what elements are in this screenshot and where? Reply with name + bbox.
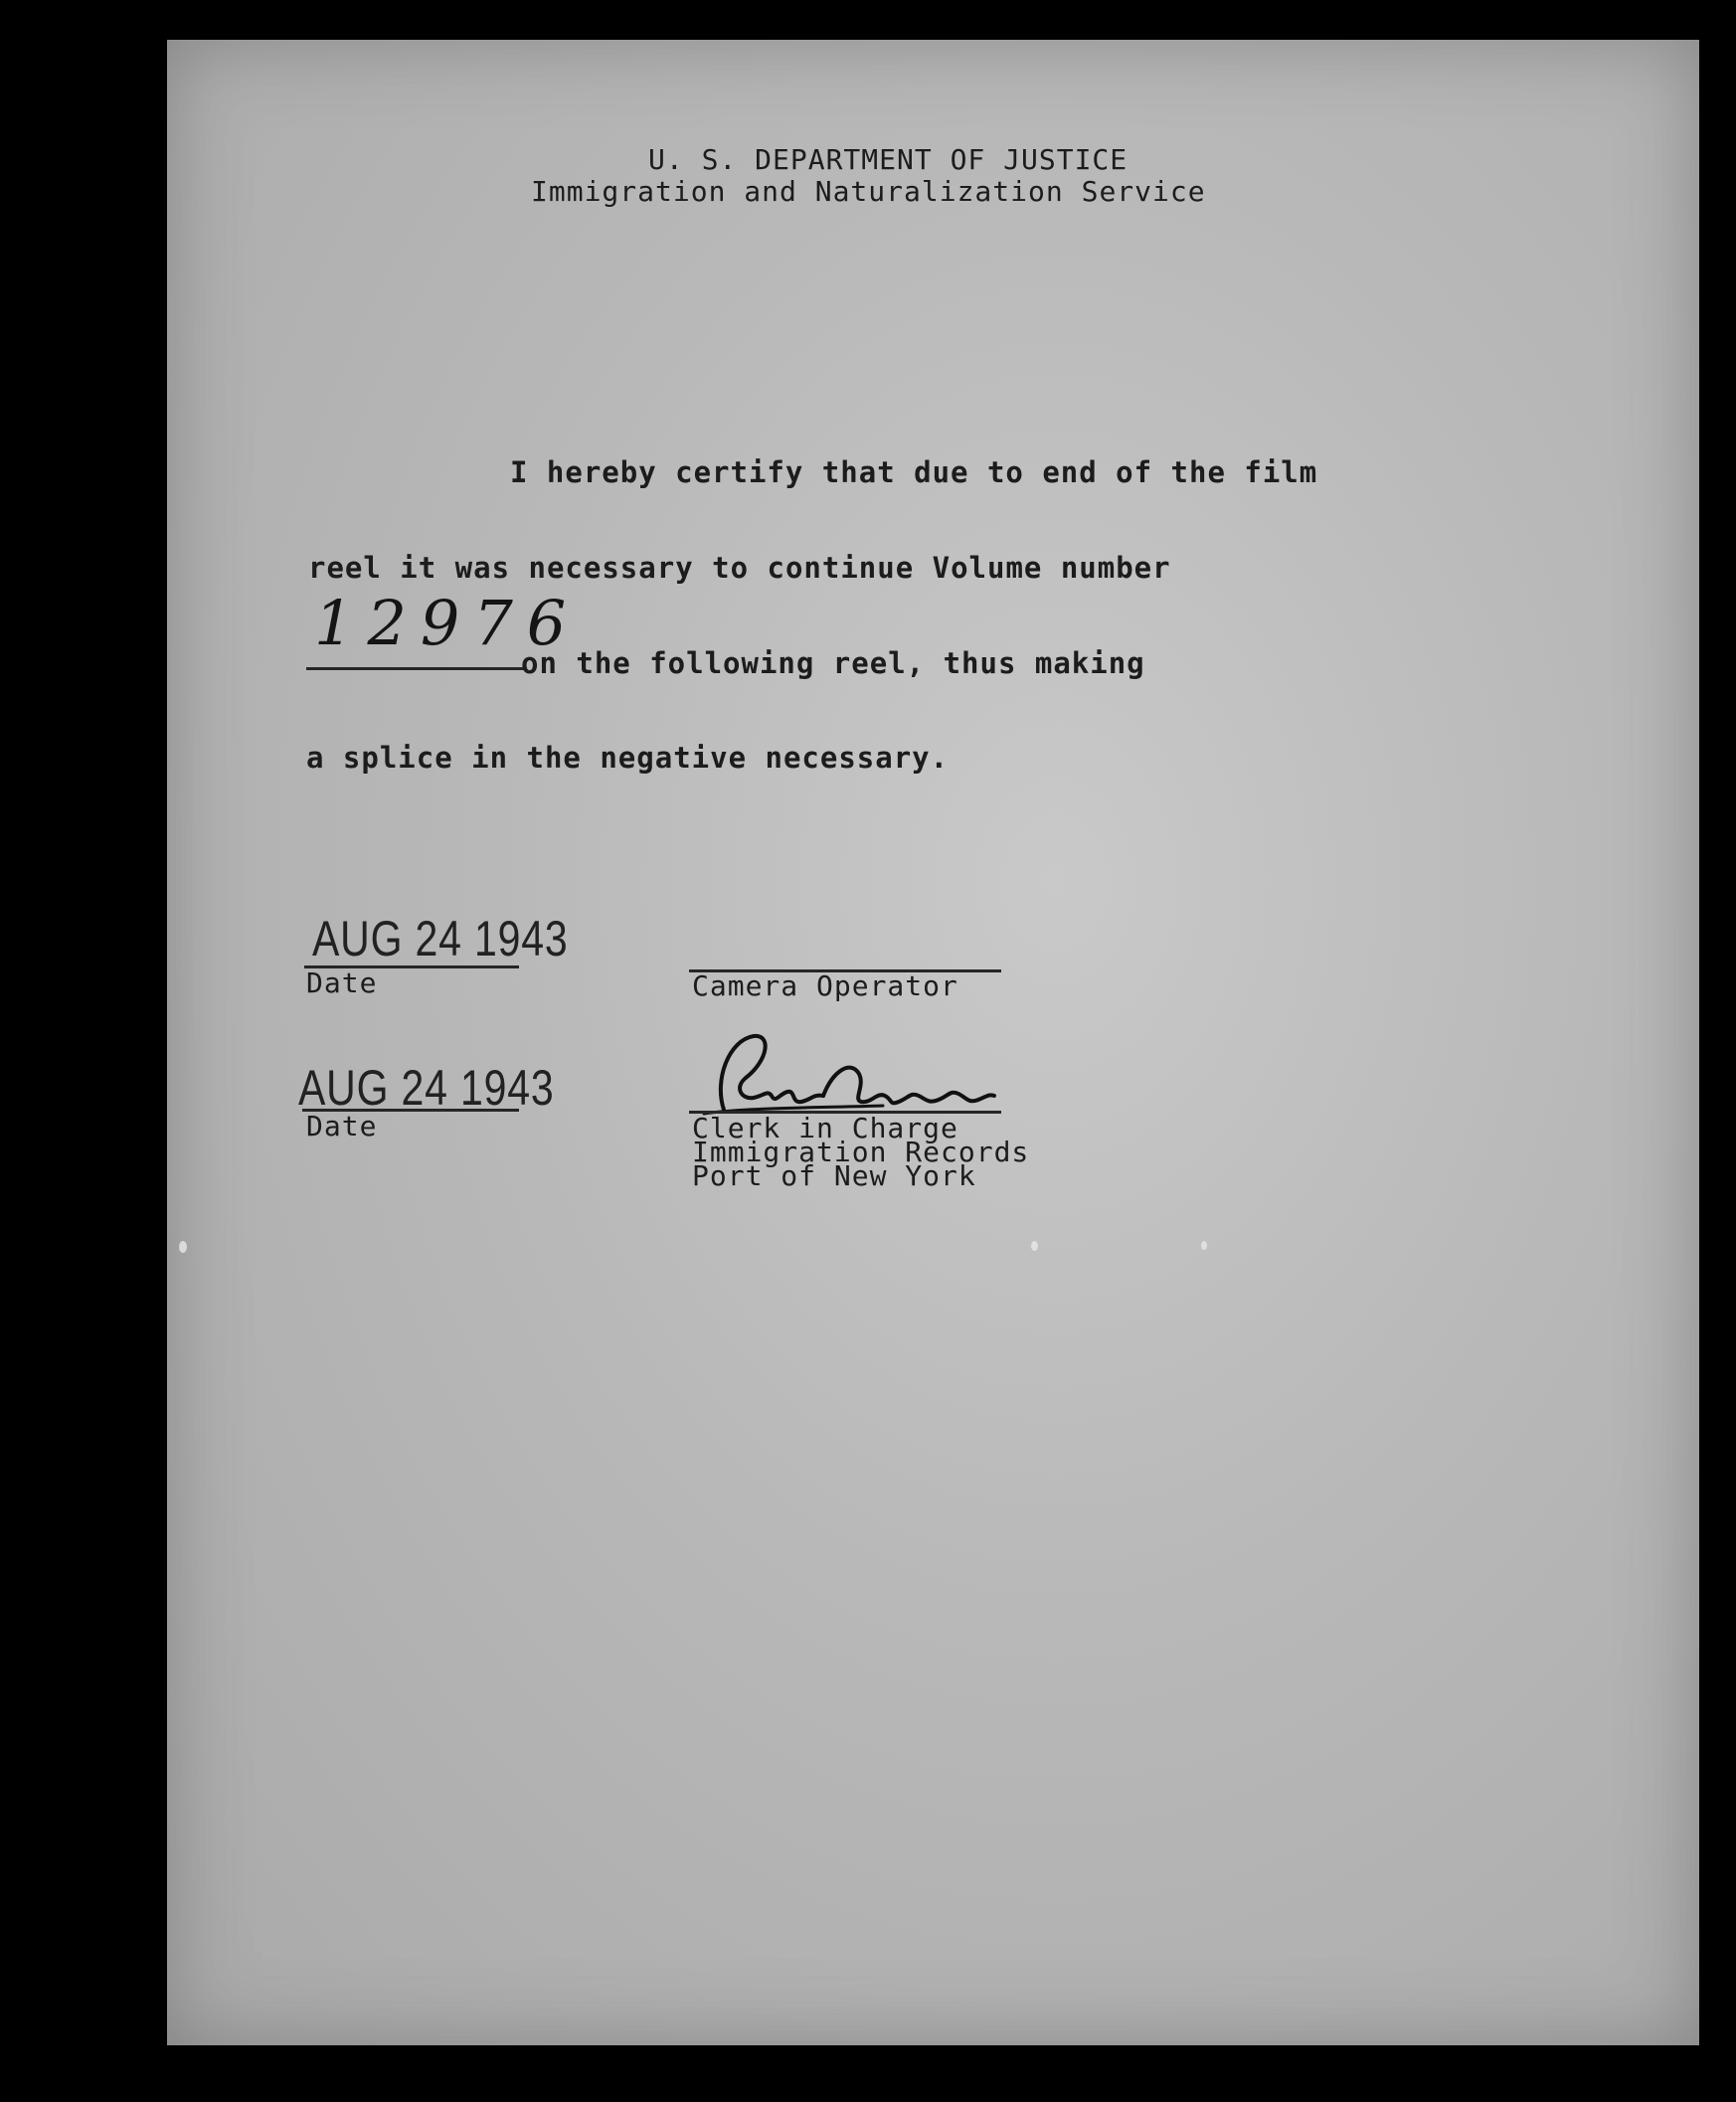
certificate-line-1: I hereby certify that due to end of the film [510,455,1318,489]
dust-speck [1031,1241,1038,1251]
camera-date-stamp: AUG 24 1943 [312,911,569,966]
clerk-title-line-2: Immigration Records [692,1136,1030,1168]
clerk-date-stamp: AUG 24 1943 [298,1060,555,1116]
certificate-line-3: on the following reel, thus making [521,646,1145,680]
clerk-date-label: Date [306,1110,378,1142]
dust-speck [179,1241,187,1253]
camera-operator-label: Camera Operator [692,969,958,1002]
clerk-title-line-3: Port of New York [692,1159,976,1192]
clerk-title-line-1: Clerk in Charge [692,1112,958,1144]
document-page [167,40,1699,2045]
certificate-line-4: a splice in the negative necessary. [306,741,950,775]
header-service: Immigration and Naturalization Service [531,175,1206,208]
header-department: U. S. DEPARTMENT OF JUSTICE [648,143,1128,176]
volume-number-underline [306,667,525,670]
certificate-line-2: reel it was necessary to continue Volume number [308,551,1171,585]
volume-number-handwritten: 12976 [314,587,581,659]
dust-speck [1201,1241,1207,1250]
camera-date-label: Date [306,966,378,999]
